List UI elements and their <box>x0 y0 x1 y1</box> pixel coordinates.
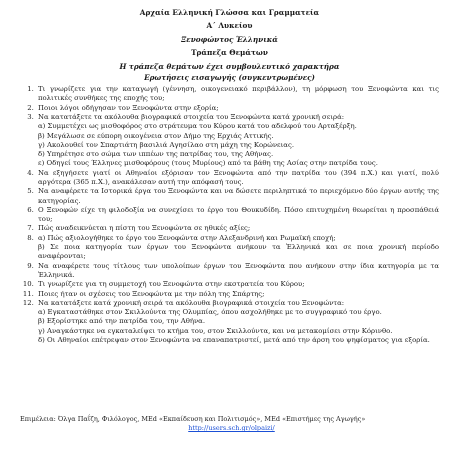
question-text: Να αναφέρετε τα Ιστορικά έργα του Ξενοφώντα και να δώσετε περιληπτικά το περιεχόμενο δύο έργων αυτής της κατηγορίας. <box>38 187 439 205</box>
question-subitem: γ) Ακολουθεί τον Σπαρτιάτη βασιλιά Αγησίλαο στη μάχη της Κορώνειας. <box>38 140 295 149</box>
question-item <box>36 280 439 289</box>
question-text: Να εξηγήσετε γιατί οι Αθηναίοι εξόρισαν τον Ξενοφώντα από την πατρίδα του (394 π.Χ.) και γιατί, πολύ αργότερα (365 π.Χ.), ανακάλεσαν αυτή την απόφασή τους. <box>38 168 439 186</box>
question-item <box>36 85 439 104</box>
question-text: Να κατατάξετε κατά χρονική σειρά τα ακόλουθα βιογραφικά στοιχεία του Ξενοφώντα: <box>38 298 345 307</box>
question-item <box>36 234 439 262</box>
question-text: Πώς αναδεικνύεται η πίστη του Ξενοφώντα σε ηθικές αξίες; <box>38 224 251 233</box>
course-title: Αρχαία Ελληνική Γλώσσα και Γραμματεία <box>139 8 320 17</box>
question-text: Ποιες ήταν οι σχέσεις του Ξενοφώντα με την πόλη της Σπάρτης; <box>38 289 265 298</box>
section-title: Ερωτήσεις εισαγωγής (συγκεντρωμένες) <box>144 73 315 83</box>
question-item <box>36 187 439 206</box>
question-subitem: δ) Υπηρέτησε στο σώμα των ιππέων της πατρίδας του, της Αθήνας. <box>38 150 274 159</box>
class-level: Α΄ Λυκείου <box>206 21 253 31</box>
document-heading <box>20 6 439 73</box>
question-item <box>36 290 439 299</box>
question-text: Ο Ξενοφών είχε τη φιλοδοξία να συνεχίσει το έργο του Θουκυδίδη. Πόσο επιτυχημένη θεωρείται η προσπάθειά του; <box>38 205 439 224</box>
question-text: Να αναφέρετε τους τίτλους των υπολοίπων έργων του Ξενοφώντα που ανήκουν στην ίδια κατηγορία με τα Ἑλληνικά. <box>38 261 439 279</box>
question-item <box>36 104 439 113</box>
author-website-link[interactable]: http://users.sch.gr/olpaizi/ <box>188 424 275 432</box>
question-item <box>36 206 439 225</box>
question-text: Να κατατάξετε τα ακόλουθα βιογραφικά στοιχεία του Ξενοφώντα κατά χρονική σειρά: <box>38 112 345 121</box>
question-subitem: α) Εγκαταστάθηκε στον Σκιλλούντα της Ολυμπίας, όπου ασχολήθηκε με το συγγραφικό του έργο. <box>38 308 382 317</box>
question-subitem: α) Συμμετέχει ως μισθοφόρος στο στράτευμα του Κύρου κατά του αδελφού του Αρταξέρξη. <box>38 122 357 131</box>
question-subitem: ε) Οδηγεί τους Έλληνες μισθοφόρους (τους Μυρίους) από τα βάθη της Ασίας στην πατρίδα τους. <box>38 159 378 168</box>
question-item <box>36 262 439 281</box>
question-text: Τι γνωρίζετε για την καταγωγή (γέννηση, οικογενειακό περιβάλλον), τη μόρφωση του Ξενοφώντα και τις πολιτικές συνθήκες της εποχής του; <box>38 85 439 103</box>
question-subitem: β) Σε ποια κατηγορία των έργων του Ξενοφώντα ανήκουν τα Ἑλληνικά και σε ποια χρονική περίοδο αναφέρονται; <box>38 243 439 261</box>
question-item <box>36 113 439 169</box>
question-subitem: β) Εξορίστηκε από την πατρίδα του, την Αθήνα. <box>38 317 206 326</box>
question-text: Τι γνωρίζετε για τη συμμετοχή του Ξενοφώντα στην εκστρατεία του Κύρου; <box>38 280 305 289</box>
advisory-note: Η τράπεζα θεμάτων έχει συμβουλευτικό χαρακτήρα <box>119 61 340 71</box>
subject-title: Ξενοφώντος Ἑλληνικά <box>181 34 278 44</box>
question-subitem: β) Μεγάλωσε σε εύπορη οικογένεια στον Δήμο της Ερχιάς Αττικής. <box>38 131 274 140</box>
question-item <box>36 299 439 345</box>
question-text: Ποιοι λόγοι οδήγησαν τον Ξενοφώντα στην εξορία; <box>38 103 219 112</box>
question-item <box>36 169 439 188</box>
footer <box>20 415 443 433</box>
question-list <box>20 85 439 345</box>
question-item <box>36 224 439 233</box>
question-text: α) Πώς αξιολογήθηκε το έργο του Ξενοφώντα στην Αλεξανδρινή και Ρωμαϊκή εποχή; <box>38 233 336 242</box>
question-subitem: δ) Οι Αθηναίοι επέτρεψαν στον Ξενοφώντα να επαναπατριστεί, μετά από την άρση του ψηφίσματος για εξορία. <box>38 336 430 345</box>
author-credit: Επιμέλεια: Όλγα Παΐζη, Φιλόλογος, MEd «Εκπαίδευση και Πολιτισμός», MEd «Επιστήμες της Αγωγής» <box>20 415 366 423</box>
question-subitem: γ) Αναγκάστηκε να εγκαταλείψει το κτήμα του, στον Σκιλλούντα, και να μετακομίσει στην Κόρινθο. <box>38 326 393 335</box>
bank-title: Τράπεζα Θεμάτων <box>191 48 268 58</box>
